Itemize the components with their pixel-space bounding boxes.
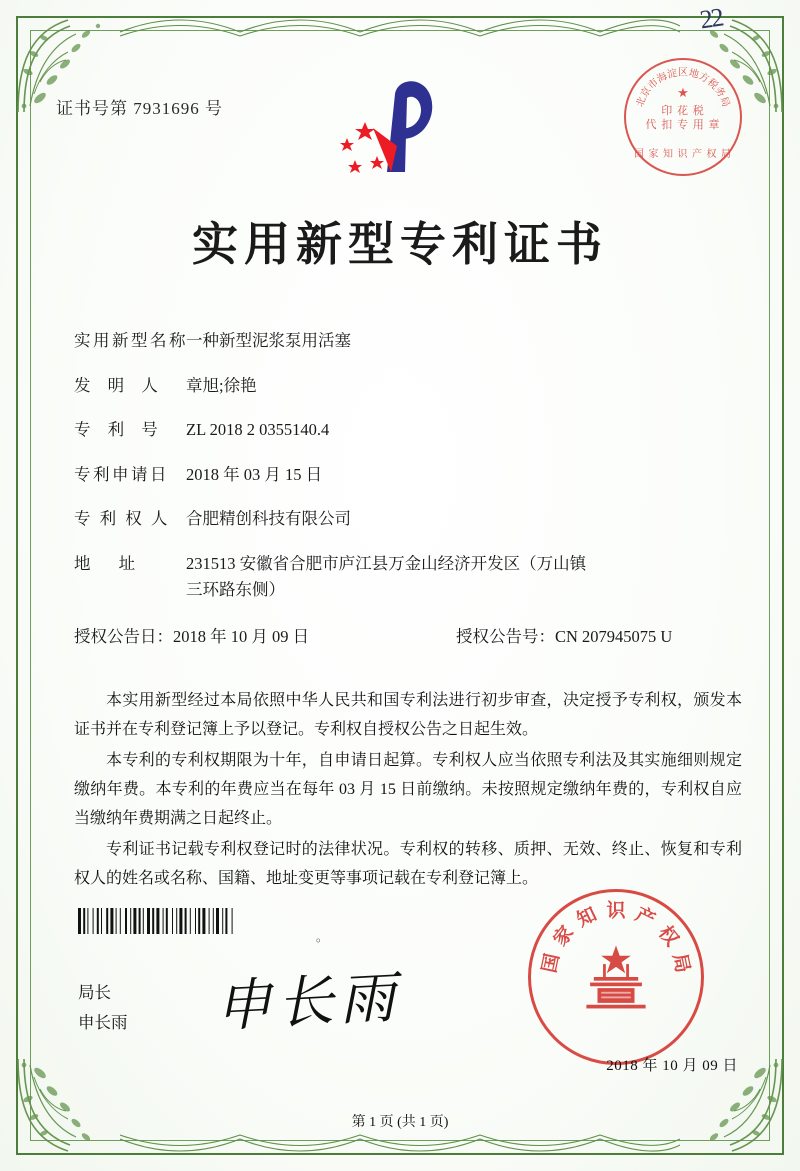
seal-bottom-text: 国 家 知 识 产 权 局 (634, 149, 732, 160)
field-value: 一种新型泥浆泵用活塞 (186, 331, 351, 350)
national-emblem-icon (579, 940, 653, 1014)
field-list (74, 330, 740, 653)
signature-block (78, 978, 128, 1038)
field-label: 发 明 人 (74, 375, 165, 395)
field-value: ZL 2018 2 0355140.4 (186, 420, 330, 439)
signature-title: 局长 (78, 983, 111, 1002)
paragraph-1: 本实用新型经过本局依照中华人民共和国专利法进行初步审查，决定授予专利权，颁发本证书并在专利登记簿上予以登记。专利权自授权公告之日起生效。 (74, 692, 742, 738)
field-patentee (74, 508, 740, 530)
seal-center-text (626, 104, 740, 132)
field-inventor (74, 375, 740, 397)
field-grant-row (74, 623, 740, 647)
handwritten-signature: 申长雨 (213, 967, 403, 1039)
seal-center-line2: 代 扣 专 用 章 (645, 119, 721, 131)
field-value: 章旭;徐艳 (186, 375, 257, 395)
field-label: 专利申请日 (74, 464, 169, 484)
field-value: CN 207945075 U (555, 627, 673, 646)
field-value-line1: 231513 安徽省合肥市庐江县万金山经济开发区（万山镇 (186, 553, 587, 573)
field-label: 地 址 (74, 553, 148, 573)
cnipa-logo-icon (325, 76, 475, 186)
field-value-line2: 三环路东侧） (186, 579, 285, 599)
certificate-number: 证书号第 7931696 号 (56, 99, 223, 118)
edge-ornament-icon (120, 1133, 680, 1159)
field-label: 专 利 权 人 (74, 509, 170, 528)
field-announcement-date (74, 623, 394, 647)
page-title: 实用新型专利证书 (192, 219, 608, 270)
handwritten-note: 22 (698, 2, 724, 35)
field-label: 授权公告号： (456, 627, 555, 646)
paragraph-3: 专利证书记载专利权登记时的法律状况。专利权的转移、质押、无效、终止、恢复和专利权人的姓名或名称、国籍、地址变更等事项记载在专利登记簿上。 (74, 841, 742, 887)
field-application-date (74, 464, 740, 486)
tax-stamp-seal (624, 58, 742, 176)
field-patent-number (74, 419, 740, 441)
seal-date: 2018 年 10 月 09 日 (606, 1058, 738, 1074)
page-footer: 第 1 页 (共 1 页) (351, 1115, 449, 1130)
seal-ring-text: 北 京 市 海 淀 区 地 方 税 务 局 (634, 67, 732, 109)
barcode (78, 908, 310, 934)
field-announcement-number (394, 623, 740, 647)
seal-center-line1: 印 花 税 (661, 105, 705, 117)
field-utility-model-name (74, 330, 740, 352)
field-value (186, 553, 740, 601)
field-value: 2018 年 10 月 09 日 (173, 627, 310, 646)
field-value: 合肥精创科技有限公司 (186, 509, 351, 528)
national-seal: 国 家 知 识 产 权 局 (528, 889, 704, 1065)
barcode-marker: 。 (316, 930, 329, 944)
legal-text (74, 686, 742, 895)
paragraph-2: 本专利的专利权期限为十年，自申请日起算。专利权人应当依照专利法及其实施细则规定缴纳年费。本专利的年费应当在每年 03 月 15 日前缴纳。未按照规定缴纳年费的，专利权自应当缴纳年费期满之日起终止。 (74, 752, 742, 827)
edge-ornament-icon (120, 12, 680, 38)
field-label: 实用新型名称 (74, 331, 188, 350)
seal-star-icon: ★ (677, 85, 689, 100)
signature-name: 申长雨 (78, 1013, 128, 1032)
field-address (74, 553, 740, 601)
field-value: 2018 年 03 月 15 日 (186, 464, 323, 484)
field-label: 授权公告日： (74, 627, 173, 646)
field-label: 专 利 号 (74, 420, 165, 439)
corner-ornament-icon (10, 1051, 120, 1161)
